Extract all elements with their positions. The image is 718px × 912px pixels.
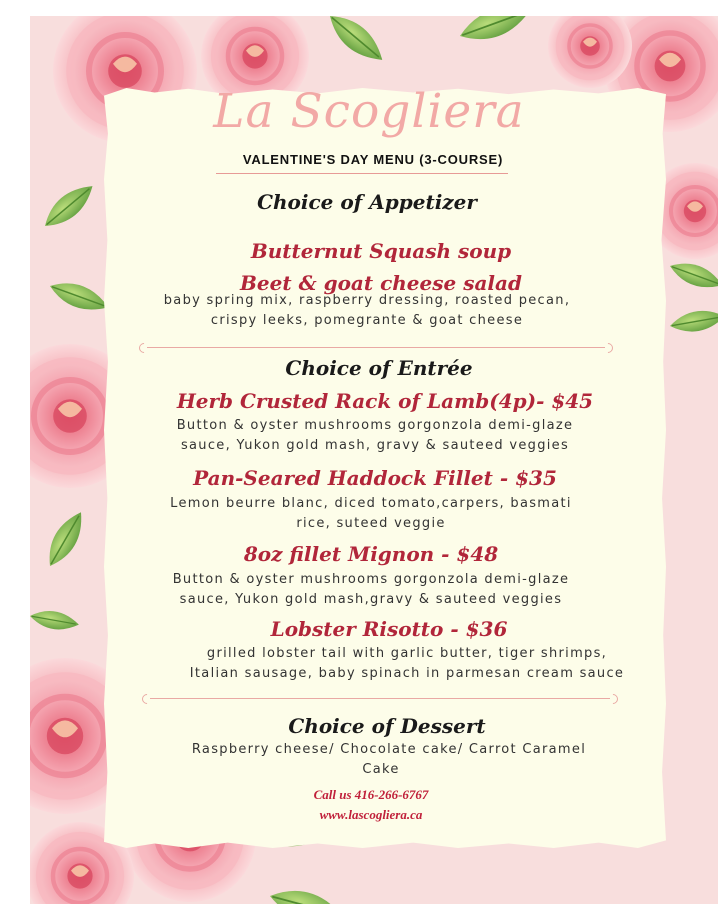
entree-item-name: 8oz fillet Mignon - $48 <box>243 542 499 566</box>
dessert-heading: Choice of Dessert <box>288 714 486 738</box>
leaf-icon <box>455 16 534 48</box>
leaf-icon <box>322 16 390 69</box>
leaf-icon <box>267 883 346 904</box>
phone-number[interactable]: Call us 416-266-6767 <box>313 787 429 802</box>
restaurant-name: La Scogliera <box>213 84 525 139</box>
entree-item-desc: sauce, Yukon gold mash, gravy & sauteed veggies <box>180 438 570 453</box>
entree-item-desc: Button & oyster mushrooms gorgonzola demi-glaze <box>176 418 574 433</box>
entree-item-desc: Button & oyster mushrooms gorgonzola demi-glaze <box>172 572 570 587</box>
section-divider <box>147 347 605 348</box>
entree-item-desc: Italian sausage, baby spinach in parmesan cream sauce <box>189 666 625 681</box>
dessert-desc: Cake <box>362 762 400 777</box>
entree-item-desc: sauce, Yukon gold mash,gravy & sauteed veggies <box>179 592 563 607</box>
appetizer-item-name: Butternut Squash soup <box>250 239 512 263</box>
appetizer-heading: Choice of Appetizer <box>257 190 477 214</box>
appetizer-item-desc: crispy leeks, pomegrante & goat cheese <box>210 313 524 328</box>
entree-item-desc: rice, suteed veggie <box>296 516 446 531</box>
section-divider <box>150 698 610 699</box>
entree-item-desc: Lemon beurre blanc, diced tomato,carpers, basmati <box>170 496 572 511</box>
appetizer-item-name: Beet & goat cheese salad <box>240 271 522 295</box>
entree-item-name: Herb Crusted Rack of Lamb(4p)- $45 <box>176 389 594 413</box>
appetizer-item-desc: baby spring mix, raspberry dressing, roasted pecan, <box>163 293 571 308</box>
entree-item-name: Lobster Risotto - $36 <box>270 617 508 641</box>
entree-item-desc: grilled lobster tail with garlic butter, tiger shrimps, <box>206 646 608 661</box>
entree-heading: Choice of Entrée <box>285 356 473 380</box>
dessert-desc: Raspberry cheese/ Chocolate cake/ Carrot Caramel <box>191 742 587 757</box>
website-link[interactable]: www.lascogliera.ca <box>319 807 423 822</box>
entree-item-name: Pan-Seared Haddock Fillet - $35 <box>193 466 557 490</box>
menu-subtitle: VALENTINE'S DAY MENU (3-COURSE) <box>242 152 504 167</box>
subtitle-underline <box>216 173 508 174</box>
